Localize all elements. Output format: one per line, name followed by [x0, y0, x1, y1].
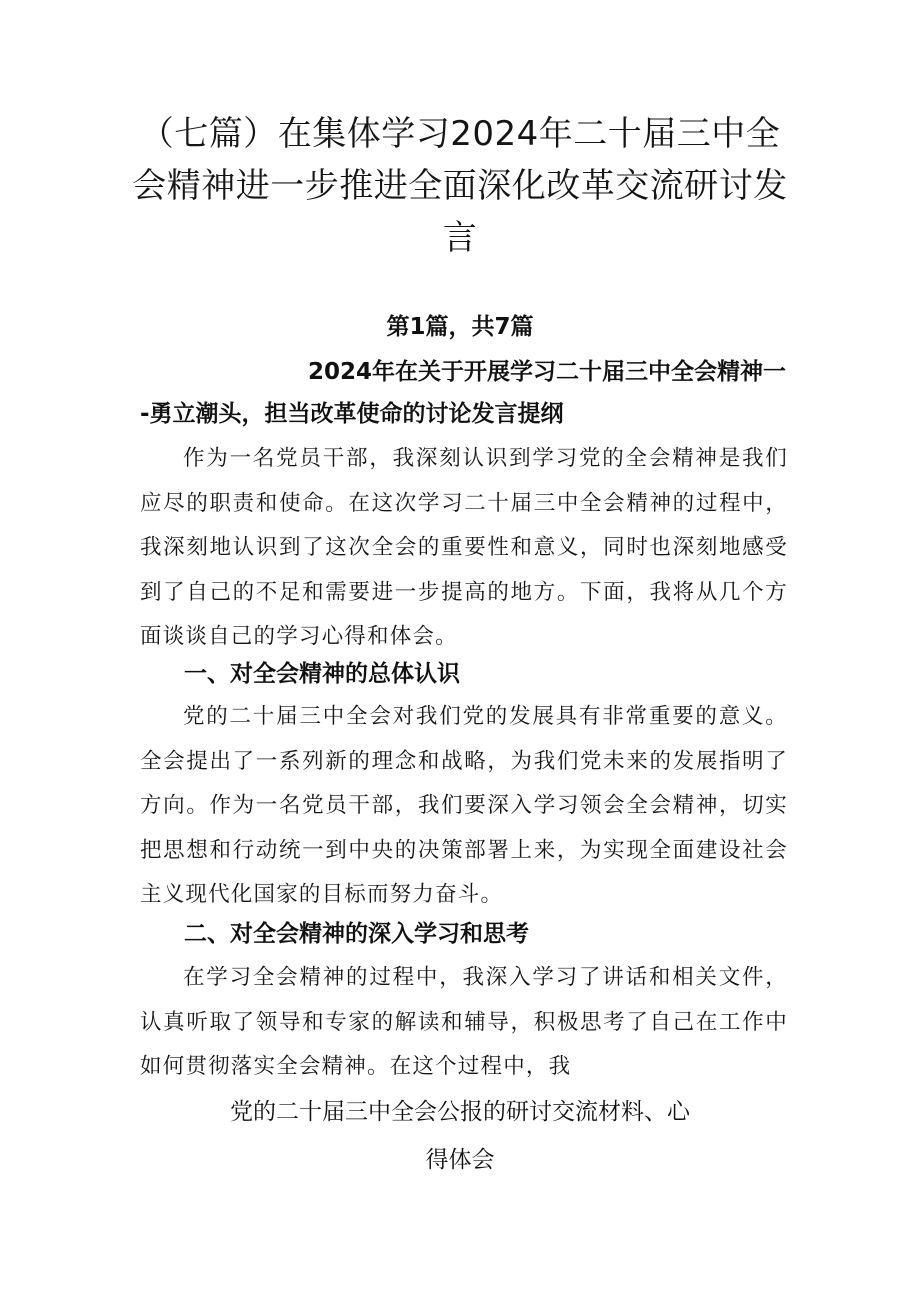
section-paragraph-1: 党的二十届三中全会对我们党的发展具有非常重要的意义。全会提出了一系列新的理念和战略，为我们党未来的发展指明了方向。作为一名党员干部，我们要深入学习领会全会精神，切实把思想和行动统一到中央的决策部署上来，为实现全面建设社会主义现代化国家的目标而努力奋斗。 — [140, 704, 788, 907]
next-article-title-line-1: 党的二十届三中全会公报的研讨交流材料、心 — [230, 1099, 690, 1125]
article-heading-line-1: 2024年在关于开展学习二十届三中全会精神一 — [307, 359, 786, 385]
article-heading — [140, 351, 786, 435]
next-article-title-line-2: 得体会 — [425, 1147, 495, 1173]
intro-paragraph: 作为一名党员干部，我深刻认识到学习党的全会精神是我们应尽的职责和使命。在这次学习二十届三中全会精神的过程中，我深刻地认识到了这次全会的重要性和意义，同时也深刻地感受到了自己的不足和需要进一步提高的地方。下面，我将从几个方面谈谈自己的学习心得和体会。 — [140, 446, 788, 649]
next-article-title — [0, 1088, 920, 1184]
section-paragraph-2: 在学习全会精神的过程中，我深入学习了讲话和相关文件，认真听取了领导和专家的解读和辅导，积极思考了自己在工作中如何贯彻落实全会精神。在这个过程中，我 — [140, 965, 788, 1079]
document-title: （七篇）在集体学习2024年二十届三中全会精神进一步推进全面深化改革交流研讨发言 — [132, 114, 788, 258]
section-heading-2: 二、对全会精神的深入学习和思考 — [184, 921, 529, 947]
article-heading-line-2: -勇立潮头，担当改革使命的讨论发言提纲 — [140, 401, 564, 427]
part-label: 第1篇，共7篇 — [386, 314, 534, 340]
section-heading-1: 一、对全会精神的总体认识 — [184, 661, 460, 687]
